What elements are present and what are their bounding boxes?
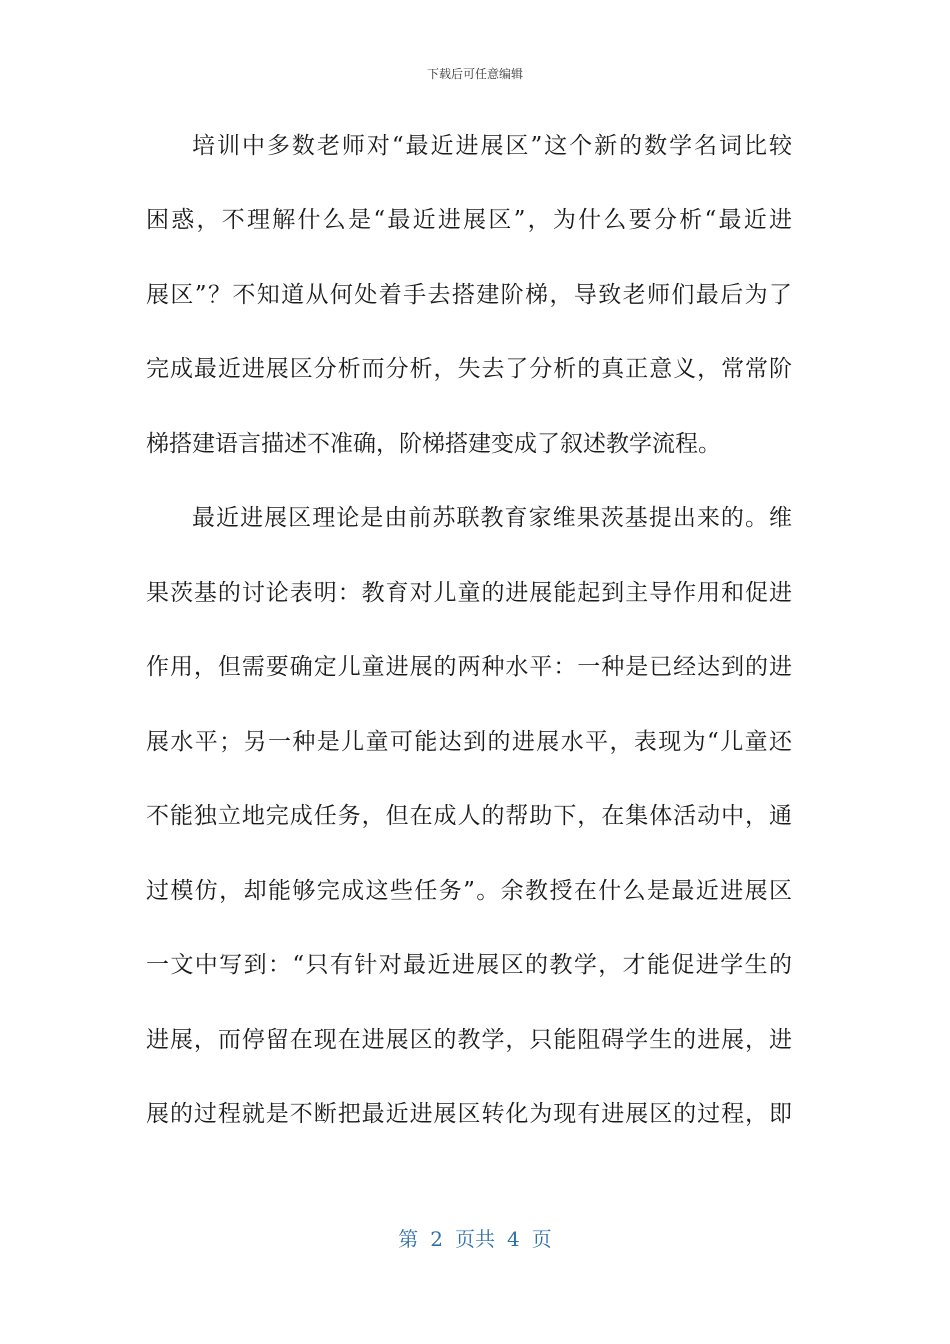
paragraph-2-line-4: 展水平；另一种是儿童可能达到的进展水平，表现为“儿童还 [146,729,792,755]
page-header: 下载后可任意编辑 [426,67,523,81]
paragraph-1-line-1: 培训中多数老师对“最近进展区”这个新的数学名词比较 [192,133,792,159]
paragraph-1-line-4: 完成最近进展区分析而分析，失去了分析的真正意义，常常阶 [146,356,792,382]
paragraph-2-line-3: 作用，但需要确定儿童进展的两种水平：一种是已经达到的进 [146,654,792,680]
paragraph-2-line-5: 不能独立地完成任务，但在成人的帮助下，在集体活动中，通 [146,803,792,829]
paragraph-2-line-2: 果茨基的讨论表明：教育对儿童的进展能起到主导作用和促进 [146,580,792,606]
paragraph-2-line-7: 一文中写到：“只有针对最近进展区的教学，才能促进学生的 [146,952,792,978]
paragraph-1-line-5: 梯搭建语言描述不准确，阶梯搭建变成了叙述教学流程。 [146,431,721,457]
footer-suffix: 页 [531,1227,552,1251]
paragraph-2-line-1: 最近进展区理论是由前苏联教育家维果茨基提出来的。维 [192,505,792,531]
paragraph-2-line-6: 过模仿，却能够完成这些任务”。余教授在什么是最近进展区 [146,878,792,904]
footer-total-pages: 4 [507,1227,520,1251]
page-footer [0,1226,950,1252]
footer-prefix: 第 [398,1227,419,1251]
paragraph-1-line-3: 展区”？不知道从何处着手去搭建阶梯，导致老师们最后为了 [146,282,792,308]
paragraph-2-line-8: 进展，而停留在现在进展区的教学，只能阻碍学生的进展，进 [146,1027,792,1053]
footer-mid: 页共 [455,1227,495,1251]
footer-current-page: 2 [430,1227,443,1251]
paragraph-1-line-2: 困惑，不理解什么是“最近进展区”，为什么要分析“最近进 [146,207,792,233]
paragraph-2-line-9: 展的过程就是不断把最近进展区转化为现有进展区的过程，即 [146,1101,792,1127]
